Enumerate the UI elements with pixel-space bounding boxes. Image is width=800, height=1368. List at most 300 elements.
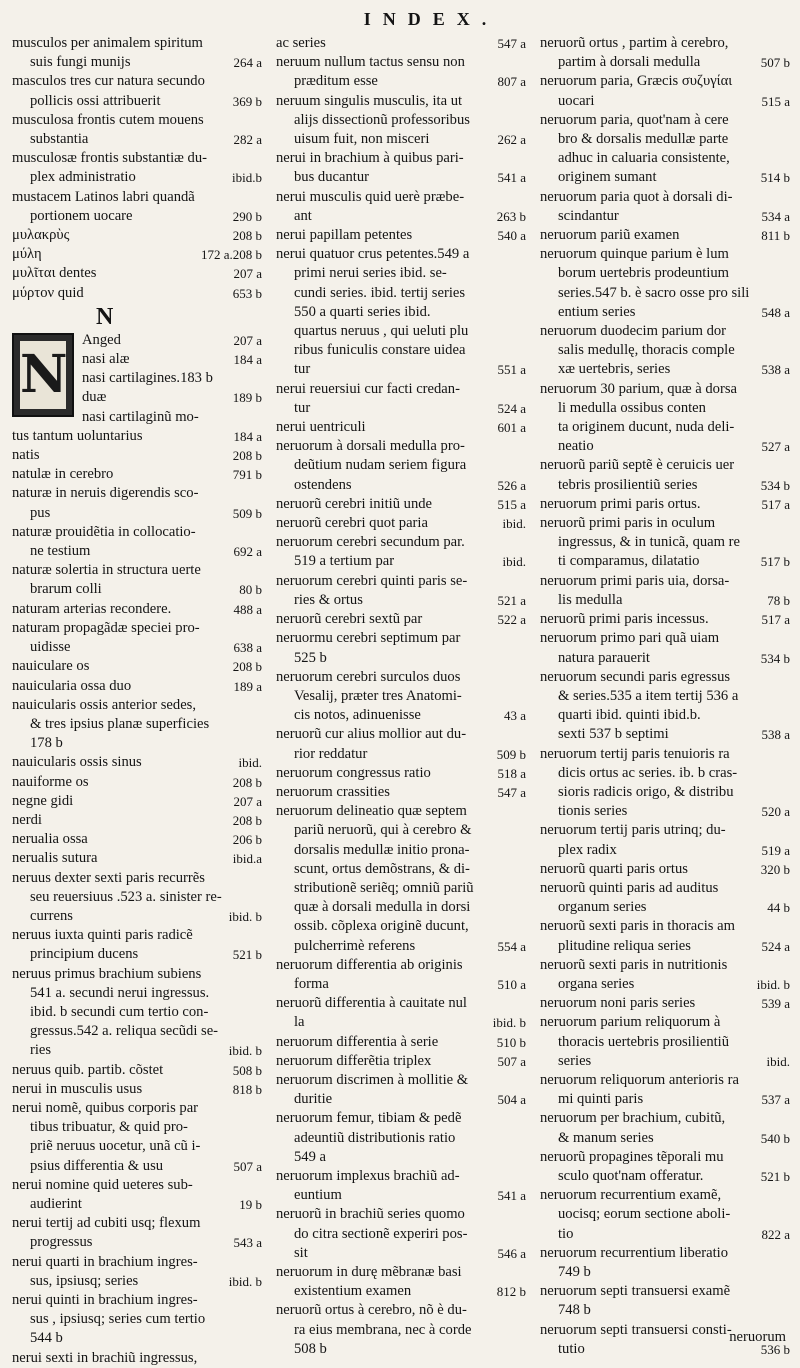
page-reference: 208 b bbox=[232, 228, 262, 244]
entry-line bbox=[540, 514, 790, 533]
entry-line bbox=[540, 591, 790, 610]
entry-text: borum uertebris prodeuntium bbox=[558, 265, 730, 282]
entry-line bbox=[540, 1301, 790, 1320]
entry-text: naturæ in neruis digerendis sco- bbox=[12, 485, 199, 502]
index-entry bbox=[276, 802, 526, 956]
entry-text: neruorũ sexti paris in nutritionis bbox=[540, 956, 728, 973]
entry-text: nauiforme os bbox=[12, 773, 89, 790]
entry-text: ries bbox=[30, 1042, 52, 1059]
entry-line bbox=[12, 1041, 262, 1060]
entry-text: neruorũ differentia à cauitate nul bbox=[276, 995, 467, 1012]
entry-line bbox=[276, 168, 526, 187]
entry-line bbox=[540, 610, 790, 629]
entry-text: xæ uertebris, series bbox=[558, 361, 671, 378]
entry-line bbox=[12, 427, 262, 446]
entry-text: ti comparamus, dilatatio bbox=[558, 553, 700, 570]
entry-text: gressus.542 a. reliqua secũdi se- bbox=[30, 1023, 219, 1040]
entry-text: neruorum differẽtia triplex bbox=[276, 1052, 432, 1069]
entry-line bbox=[12, 111, 262, 130]
index-entry bbox=[540, 994, 790, 1013]
entry-text: dicis ortus ac series. ib. b cras- bbox=[558, 764, 738, 781]
entry-text: nasi alæ bbox=[82, 351, 130, 368]
page-reference: 812 b bbox=[496, 1284, 526, 1300]
entry-text: neruum singulis musculis, ita ut bbox=[276, 92, 463, 109]
entry-text: naturæ solertia in structura uerte bbox=[12, 562, 201, 579]
page-reference: 807 a bbox=[497, 74, 526, 90]
entry-line bbox=[276, 533, 526, 552]
entry-line bbox=[12, 907, 262, 926]
entry-text: ossib. cõplexa originẽ ducunt, bbox=[294, 918, 469, 935]
entry-line bbox=[12, 1214, 262, 1233]
page-reference: 262 a bbox=[497, 132, 526, 148]
entry-line bbox=[540, 821, 790, 840]
page-reference: 521 b bbox=[232, 947, 262, 963]
index-entry bbox=[540, 495, 790, 514]
page-reference: 543 a bbox=[233, 1235, 262, 1251]
entry-line bbox=[12, 580, 262, 599]
entry-line bbox=[12, 734, 262, 753]
entry-text: negne gidi bbox=[12, 792, 74, 809]
entry-line bbox=[12, 149, 262, 168]
entry-line bbox=[540, 264, 790, 283]
page-reference: 537 a bbox=[761, 1092, 790, 1108]
index-entry bbox=[12, 427, 262, 446]
entry-line bbox=[276, 841, 526, 860]
entry-text: ta originem ducunt, nuda deli- bbox=[558, 419, 735, 436]
page-reference: 517 b bbox=[760, 554, 790, 570]
entry-text: neruorũ ortus , partim à cerebro, bbox=[540, 35, 729, 51]
page-reference: 208 b bbox=[232, 774, 262, 790]
entry-text: brarum colli bbox=[30, 581, 102, 598]
index-entry bbox=[540, 917, 790, 955]
page-reference: 189 a bbox=[233, 678, 262, 694]
entry-text: ries & ortus bbox=[294, 591, 363, 608]
entry-text: nasi cartilaginũ mo- bbox=[82, 408, 199, 425]
entry-line bbox=[276, 591, 526, 610]
index-entry bbox=[540, 245, 790, 322]
entry-line bbox=[12, 1003, 262, 1022]
entry-text: neruorum crassities bbox=[276, 783, 390, 800]
entry-line bbox=[276, 1167, 526, 1186]
entry-line bbox=[540, 1282, 790, 1301]
entry-line bbox=[276, 802, 526, 821]
entry-text: euntium bbox=[294, 1187, 342, 1204]
entry-text: tur bbox=[294, 399, 311, 416]
entry-text: quarti ibid. quinti ibid.b. bbox=[558, 707, 701, 724]
entry-text: uisum fuit, non misceri bbox=[294, 131, 430, 148]
entry-line bbox=[540, 130, 790, 149]
entry-line bbox=[12, 888, 262, 907]
index-entry bbox=[276, 1263, 526, 1301]
entry-line bbox=[12, 1176, 262, 1195]
entry-text: neruorum cerebri quinti paris se- bbox=[276, 572, 468, 589]
entry-line bbox=[540, 360, 790, 379]
entry-text: tutio bbox=[558, 1340, 585, 1357]
index-entry bbox=[540, 821, 790, 859]
entry-text: neruorũ quinti paris ad auditus bbox=[540, 879, 719, 896]
entry-line bbox=[12, 504, 262, 523]
entry-text: neruorum per brachium, cubitũ, bbox=[540, 1110, 726, 1127]
entry-line bbox=[12, 523, 262, 542]
entry-line bbox=[12, 638, 262, 657]
entry-text: neruorum 30 parium, quæ à dorsa bbox=[540, 380, 737, 397]
entry-text: rior reddatur bbox=[294, 745, 368, 762]
entry-line bbox=[540, 437, 790, 456]
entry-text: neruorum reliquorum anterioris ra bbox=[540, 1071, 739, 1088]
entry-line bbox=[276, 1321, 526, 1340]
entry-line bbox=[276, 514, 526, 533]
entry-text: pus bbox=[30, 504, 51, 521]
entry-line bbox=[276, 322, 526, 341]
page-reference: 208 b bbox=[232, 812, 262, 828]
entry-line bbox=[12, 1233, 262, 1252]
index-entry bbox=[82, 369, 262, 388]
entry-text: salis medullę, thoracis comple bbox=[558, 342, 735, 359]
index-entry bbox=[12, 446, 262, 465]
index-entry bbox=[12, 926, 262, 964]
entry-line bbox=[276, 1225, 526, 1244]
entry-text: 749 b bbox=[558, 1264, 591, 1280]
entry-line bbox=[540, 1244, 790, 1263]
entry-line bbox=[276, 975, 526, 994]
entry-text: thoracis uertebris prosilientiũ bbox=[558, 1033, 730, 1050]
entry-text: neruorum tertij paris utrinq; du- bbox=[540, 822, 726, 839]
entry-text: tebris prosilientiũ series bbox=[558, 476, 698, 493]
entry-line bbox=[276, 879, 526, 898]
entry-line bbox=[540, 898, 790, 917]
entry-text: neruorum septi transuersi consti- bbox=[540, 1321, 732, 1338]
entry-text: dorsalis medullæ initio prona- bbox=[294, 841, 470, 858]
entry-text: nerui tertij ad cubiti usq; flexum bbox=[12, 1215, 201, 1232]
page-reference: 540 a bbox=[497, 228, 526, 244]
index-entry bbox=[540, 956, 790, 994]
entry-line bbox=[540, 1186, 790, 1205]
entry-line bbox=[540, 764, 790, 783]
entry-text: entium series bbox=[558, 303, 636, 320]
entry-line bbox=[12, 830, 262, 849]
index-entry bbox=[12, 869, 262, 927]
index-entry bbox=[276, 668, 526, 726]
page-reference: ibid. b bbox=[228, 908, 262, 924]
page-reference: ibid. b bbox=[756, 976, 790, 992]
page-reference: ibid. bbox=[238, 755, 262, 771]
index-entry bbox=[12, 111, 262, 149]
page-reference: 524 a bbox=[761, 938, 790, 954]
entry-text: partim à dorsali medulla bbox=[558, 54, 701, 71]
index-entry bbox=[540, 188, 790, 226]
entry-text: μυλῖται dentes bbox=[12, 265, 97, 282]
page-reference: 507 a bbox=[497, 1053, 526, 1069]
entry-text: musculosa frontis cutem mouens bbox=[12, 111, 204, 128]
entry-line bbox=[12, 465, 262, 484]
entry-text: nauicularis ossis anterior sedes, bbox=[12, 696, 196, 713]
index-entry bbox=[276, 380, 526, 418]
page-reference: 282 a bbox=[233, 132, 262, 148]
entry-text: nerui reuersiui cur facti credan- bbox=[276, 380, 460, 397]
entry-line bbox=[276, 341, 526, 360]
index-entry bbox=[276, 34, 526, 53]
entry-line bbox=[540, 1109, 790, 1128]
index-entry bbox=[276, 495, 526, 514]
index-entry bbox=[276, 245, 526, 379]
entry-line bbox=[12, 1022, 262, 1041]
entry-text: Vesalij, præter tres Anatomi- bbox=[294, 687, 462, 704]
page-reference: 43 a bbox=[503, 708, 526, 724]
entry-line bbox=[12, 715, 262, 734]
page-reference: 547 a bbox=[497, 36, 526, 51]
index-entry bbox=[276, 1052, 526, 1071]
index-entry bbox=[12, 245, 262, 264]
entry-line bbox=[12, 677, 262, 696]
entry-line bbox=[276, 1033, 526, 1052]
index-entry bbox=[12, 677, 262, 696]
entry-text: primi nerui series ibid. se- bbox=[294, 265, 447, 282]
entry-line bbox=[540, 456, 790, 475]
index-column-1 bbox=[12, 34, 262, 1368]
entry-line bbox=[540, 802, 790, 821]
index-entry bbox=[12, 34, 262, 72]
index-entry bbox=[276, 533, 526, 571]
entry-text: organum series bbox=[558, 899, 647, 916]
entry-text: nerualia ossa bbox=[12, 831, 88, 848]
entry-text: 549 a bbox=[294, 1148, 327, 1165]
entry-line bbox=[276, 130, 526, 149]
index-entry bbox=[276, 53, 526, 91]
entry-text: 508 b bbox=[294, 1340, 327, 1357]
catchword: neruorum bbox=[729, 1329, 786, 1345]
entry-line bbox=[540, 649, 790, 668]
entry-text: stributionẽ seriẽq; omniũ pariũ bbox=[294, 879, 474, 896]
entry-line bbox=[12, 1061, 262, 1080]
entry-line bbox=[12, 926, 262, 945]
index-entry bbox=[540, 1282, 790, 1320]
index-entry bbox=[276, 226, 526, 245]
entry-line bbox=[276, 649, 526, 668]
entry-line bbox=[82, 331, 262, 350]
entry-line bbox=[12, 1310, 262, 1329]
index-entry bbox=[540, 322, 790, 380]
page-reference: 515 a bbox=[497, 496, 526, 512]
page-reference: 522 a bbox=[497, 612, 526, 628]
entry-line bbox=[12, 245, 262, 264]
entry-line bbox=[276, 1263, 526, 1282]
entry-line bbox=[540, 226, 790, 245]
entry-line bbox=[276, 687, 526, 706]
index-entry bbox=[540, 1244, 790, 1282]
entry-text: forma bbox=[294, 975, 329, 992]
entry-text: neruus dexter sexti paris recurrẽs bbox=[12, 869, 205, 886]
page-reference: 320 b bbox=[760, 861, 790, 877]
entry-text: nerui nomine quid ueteres sub- bbox=[12, 1176, 193, 1193]
entry-line bbox=[12, 792, 262, 811]
entry-line bbox=[540, 72, 790, 91]
entry-text: nerualis sutura bbox=[12, 850, 98, 867]
entry-text: neruorum femur, tibiam & pedẽ bbox=[276, 1110, 462, 1127]
entry-line bbox=[276, 207, 526, 226]
entry-line bbox=[540, 53, 790, 72]
entry-text: duæ bbox=[82, 389, 107, 406]
entry-text: psius differentia & usu bbox=[30, 1157, 164, 1174]
index-entry bbox=[540, 1148, 790, 1186]
entry-text: tionis series bbox=[558, 803, 628, 820]
entry-line bbox=[540, 629, 790, 648]
page-reference: 517 a bbox=[761, 612, 790, 628]
entry-line bbox=[12, 284, 262, 303]
page-reference: 207 a bbox=[233, 266, 262, 282]
page-reference: 78 b bbox=[767, 592, 790, 608]
entry-line bbox=[540, 783, 790, 802]
page-reference: ibid.a bbox=[232, 851, 262, 867]
entry-text: musculosæ frontis substantiæ du- bbox=[12, 150, 207, 167]
entry-line bbox=[276, 476, 526, 495]
entry-text: nauicularis ossis sinus bbox=[12, 754, 142, 771]
entry-line bbox=[276, 783, 526, 802]
page-reference: 515 a bbox=[761, 93, 790, 109]
entry-line bbox=[276, 1071, 526, 1090]
entry-line bbox=[276, 111, 526, 130]
index-entry bbox=[276, 572, 526, 610]
entry-line bbox=[540, 745, 790, 764]
entry-line bbox=[82, 350, 262, 369]
index-entry bbox=[12, 561, 262, 599]
entry-text: suis fungi munijs bbox=[30, 54, 131, 71]
entry-line bbox=[12, 53, 262, 72]
entry-line bbox=[276, 1282, 526, 1301]
entry-text: nerui uentriculi bbox=[276, 419, 366, 436]
entry-line bbox=[276, 917, 526, 936]
entry-line bbox=[276, 668, 526, 687]
page-reference: 638 a bbox=[233, 640, 262, 656]
entry-text: nasi cartilagines.183 b bbox=[82, 370, 213, 387]
entry-line bbox=[276, 764, 526, 783]
entry-line bbox=[276, 572, 526, 591]
index-entry bbox=[276, 92, 526, 150]
entry-text: neruorum discrimen à mollitie & bbox=[276, 1071, 469, 1088]
entry-text: ostendens bbox=[294, 476, 352, 493]
entry-line bbox=[540, 245, 790, 264]
page-reference: 527 a bbox=[761, 439, 790, 455]
page-reference: 507 b bbox=[760, 55, 790, 71]
entry-text: neruus quib. partib. cõstet bbox=[12, 1061, 164, 1078]
entry-line bbox=[276, 937, 526, 956]
entry-line bbox=[276, 437, 526, 456]
entry-line bbox=[540, 284, 790, 303]
index-entry bbox=[540, 860, 790, 879]
index-entry bbox=[12, 849, 262, 868]
entry-text: tus tantum uoluntarius bbox=[12, 427, 143, 444]
page-header: INDEX. bbox=[363, 9, 499, 29]
entry-text: neruorum duodecim parium dor bbox=[540, 323, 727, 340]
entry-line bbox=[12, 188, 262, 207]
entry-text: 544 b bbox=[30, 1330, 63, 1347]
entry-text: neruorum recurrentium liberatio bbox=[540, 1244, 729, 1261]
entry-line bbox=[276, 1013, 526, 1032]
entry-line bbox=[540, 860, 790, 879]
index-entry bbox=[82, 408, 262, 427]
decorated-initial bbox=[12, 333, 74, 417]
entry-line bbox=[540, 572, 790, 591]
entry-text: neruorũ in brachiũ series quomo bbox=[276, 1206, 465, 1223]
entry-line bbox=[276, 898, 526, 917]
entry-text: tio bbox=[558, 1225, 574, 1242]
entry-text: do citra sectionẽ experiri pos- bbox=[294, 1225, 468, 1242]
entry-text: substantia bbox=[30, 131, 89, 148]
entry-line bbox=[276, 1186, 526, 1205]
entry-line bbox=[276, 552, 526, 571]
page-reference: 536 b bbox=[760, 1341, 790, 1357]
entry-text: neruorum pariũ examen bbox=[540, 227, 680, 244]
entry-line bbox=[276, 360, 526, 379]
index-entry bbox=[12, 1253, 262, 1291]
entry-text: alijs dissectionũ professoribus bbox=[294, 111, 470, 128]
entry-line bbox=[540, 1033, 790, 1052]
entry-line bbox=[276, 1090, 526, 1109]
entry-line bbox=[276, 1148, 526, 1167]
page-reference: 818 b bbox=[232, 1081, 262, 1097]
entry-line bbox=[540, 975, 790, 994]
entry-text: neruorum congressus ratio bbox=[276, 764, 431, 781]
entry-line bbox=[540, 495, 790, 514]
section-letter: N bbox=[96, 303, 114, 330]
index-entry bbox=[276, 418, 526, 437]
page-reference: 207 a bbox=[233, 332, 262, 348]
entry-text: naturam propagãdæ speciei pro- bbox=[12, 619, 200, 636]
index-entry bbox=[276, 437, 526, 495]
entry-text: plex radix bbox=[558, 841, 617, 858]
entry-text: sit bbox=[294, 1244, 308, 1261]
entry-line bbox=[12, 619, 262, 638]
entry-text: neruorum paria, Græcis συζυγίαι bbox=[540, 73, 733, 90]
page-reference: 538 a bbox=[761, 727, 790, 743]
page-reference: ibid.b bbox=[232, 170, 262, 186]
entry-line bbox=[540, 168, 790, 187]
entry-text: 519 a tertium par bbox=[294, 553, 395, 570]
entry-text: Anged bbox=[82, 331, 121, 348]
index-entry bbox=[12, 965, 262, 1061]
entry-text: nauiculare os bbox=[12, 658, 90, 675]
entry-line bbox=[12, 484, 262, 503]
entry-line bbox=[12, 945, 262, 964]
index-entry bbox=[12, 72, 262, 110]
entry-line bbox=[276, 34, 526, 53]
index-entry bbox=[82, 350, 262, 369]
entry-line bbox=[540, 149, 790, 168]
entry-line bbox=[276, 725, 526, 744]
page-reference: 184 a bbox=[233, 428, 262, 444]
entry-line bbox=[276, 1052, 526, 1071]
entry-line bbox=[82, 369, 262, 388]
entry-text: neruorum primo pari quã uiam bbox=[540, 630, 720, 647]
index-entry bbox=[540, 1071, 790, 1109]
entry-line bbox=[12, 965, 262, 984]
index-entry bbox=[12, 811, 262, 830]
entry-text: nerui musculis quid uerè præbe- bbox=[276, 188, 465, 205]
entry-line bbox=[540, 879, 790, 898]
page-reference: 554 a bbox=[497, 938, 526, 954]
index-entry bbox=[82, 331, 262, 350]
entry-text: ne testium bbox=[30, 543, 91, 560]
index-entry bbox=[12, 149, 262, 187]
index-column-3 bbox=[540, 34, 790, 1368]
entry-text: nerui quinti in brachium ingres- bbox=[12, 1292, 198, 1308]
page-reference: 546 a bbox=[497, 1245, 526, 1261]
entry-line bbox=[540, 476, 790, 495]
index-entry bbox=[12, 484, 262, 522]
index-entry bbox=[540, 745, 790, 822]
page-reference: 541 a bbox=[497, 170, 526, 186]
entry-text: nauicularia ossa duo bbox=[12, 677, 132, 694]
index-entry bbox=[276, 1033, 526, 1052]
